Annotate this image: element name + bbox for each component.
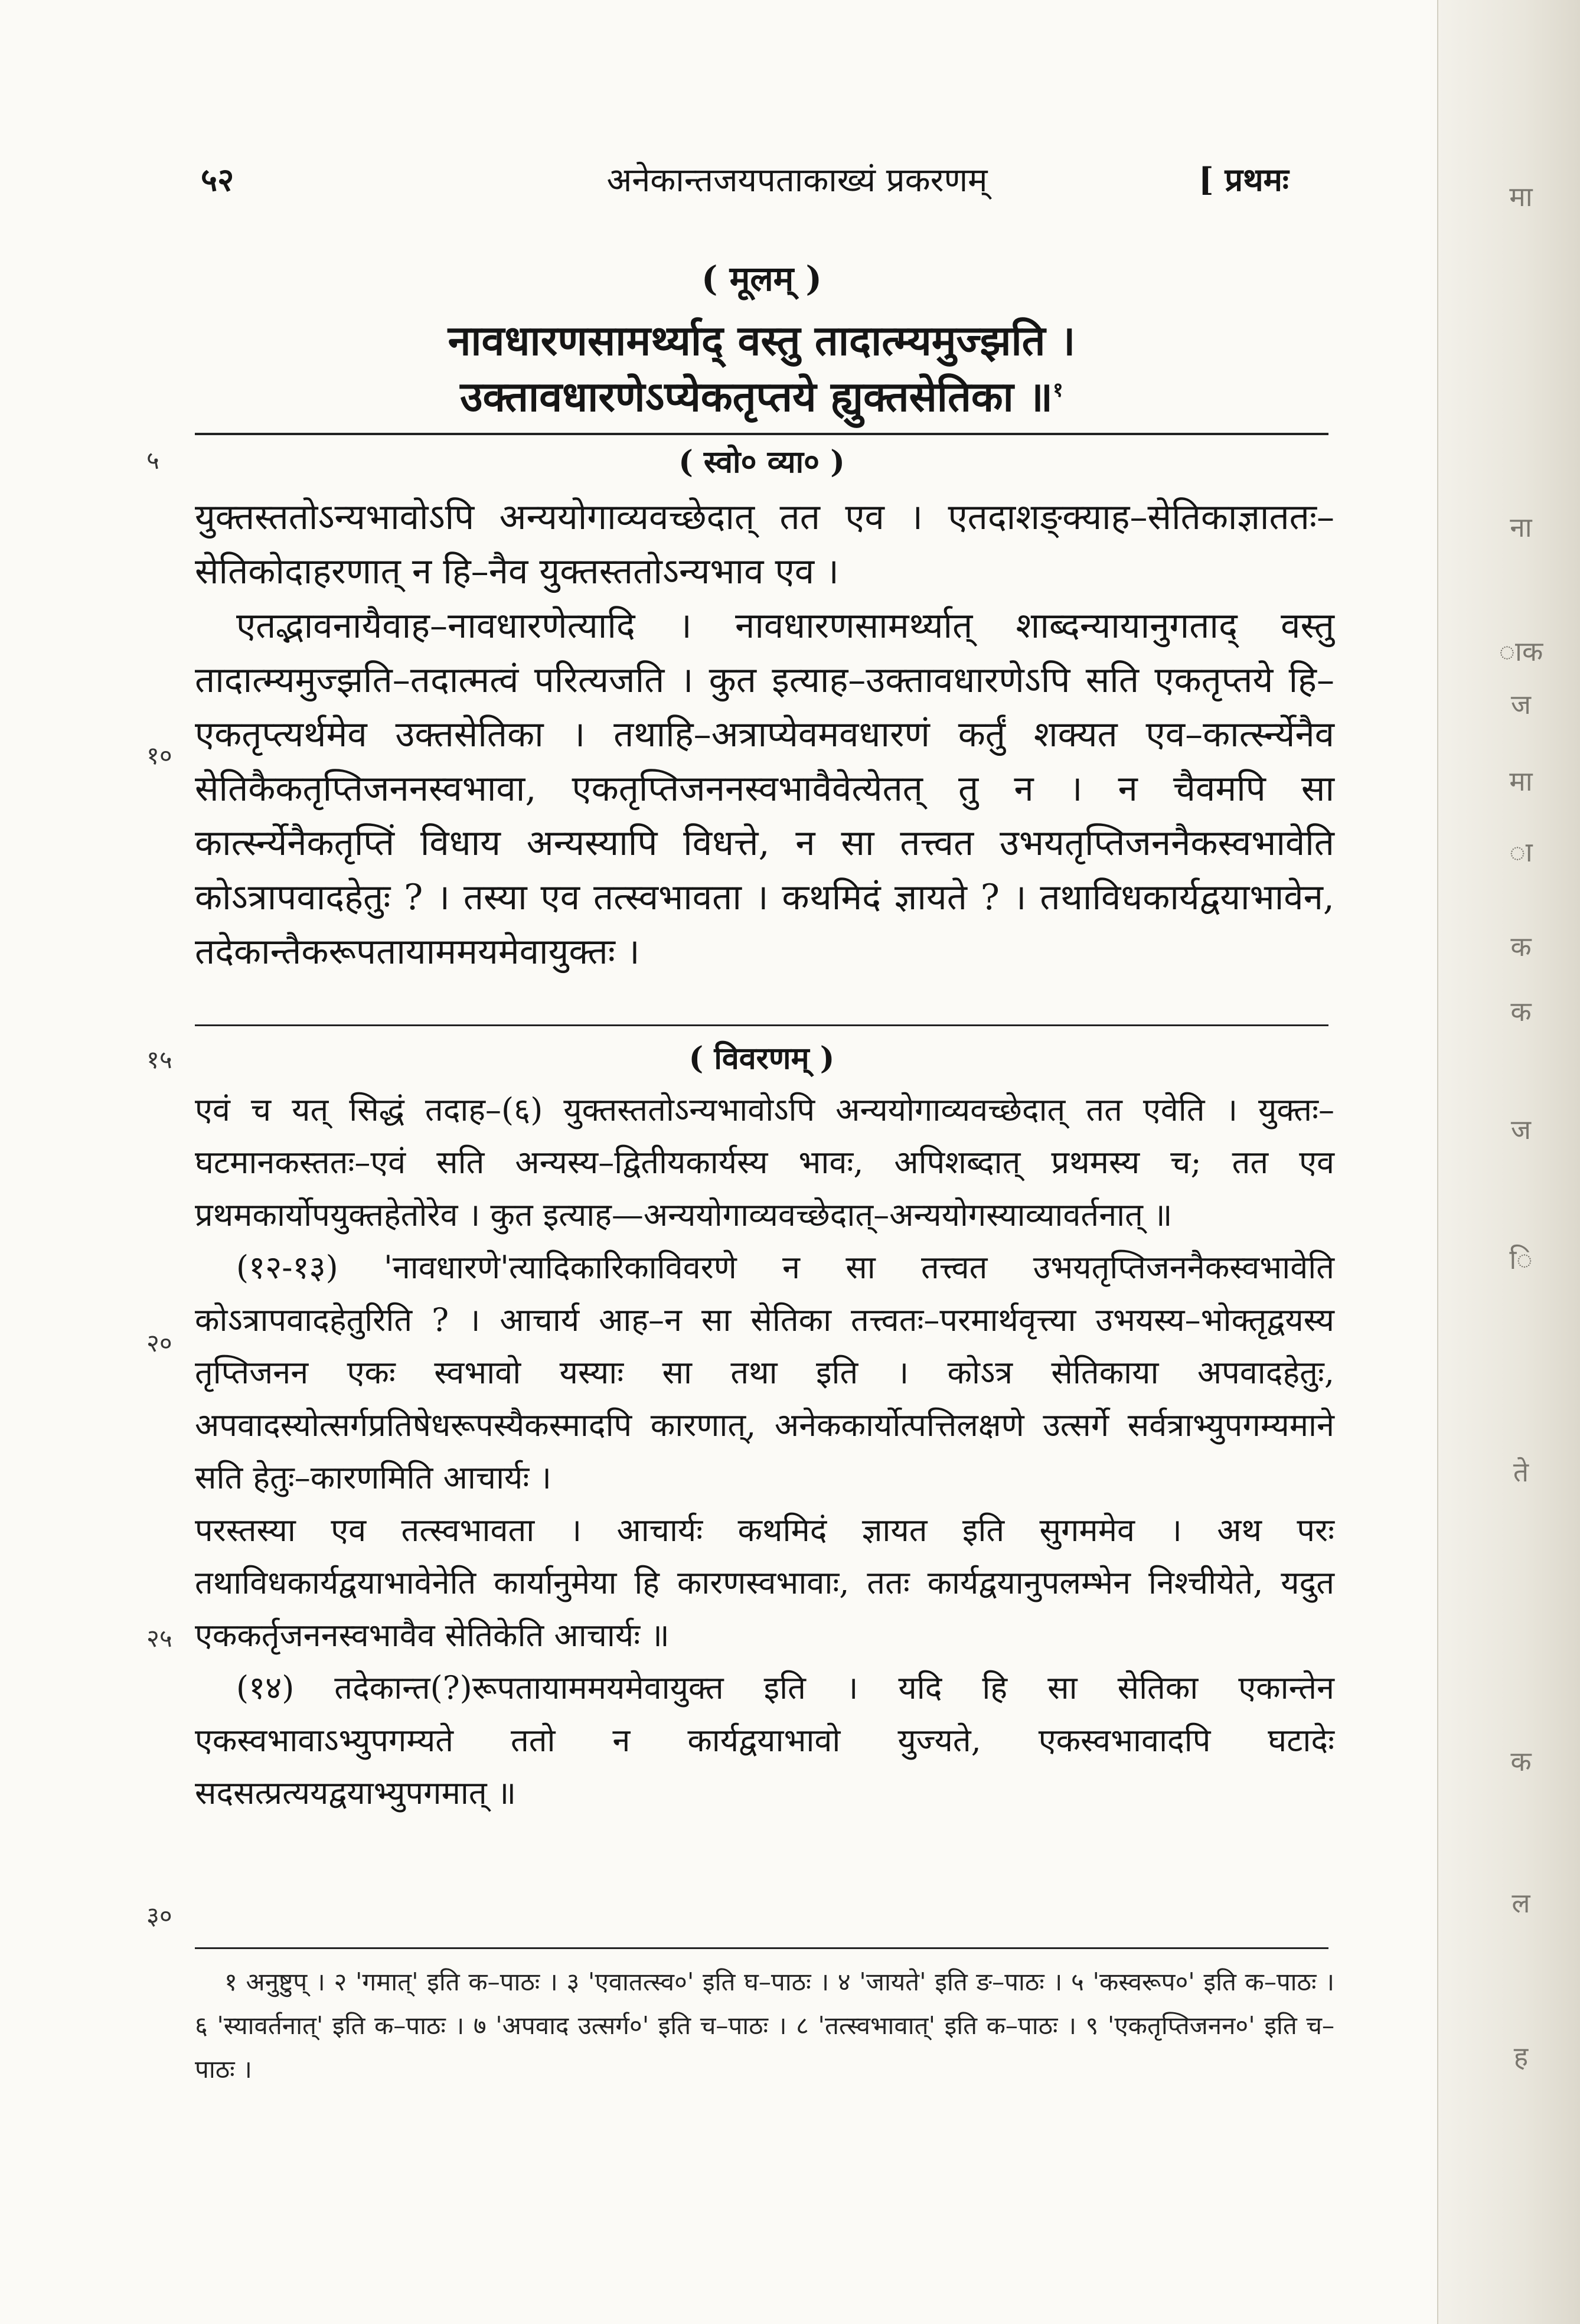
edge-glyph: ज	[1510, 688, 1532, 720]
verse-line-1: नावधारणसामर्थ्याद् वस्तु तादात्म्यमुज्झति ।	[448, 316, 1076, 365]
edge-glyph: मा	[1509, 181, 1533, 213]
edge-glyph: मा	[1509, 765, 1533, 797]
divider-rule	[195, 433, 1328, 435]
edge-glyph: ि	[1509, 1243, 1533, 1275]
line-number: २५	[146, 1624, 172, 1653]
edge-glyph: ा	[1509, 836, 1533, 868]
vivarana-paragraph: (१४) तदेकान्त(?)रूपतायाममयमेवायुक्त इति । यदि हि सा सेतिका एकान्तेन एकस्वभावाऽभ्युपगम्यते ततो न कार्यद्वयाभावो युज्यते, एकस्वभावादपि घटादेः सदसत्प्रत्ययद्वयाभ्युपगमात् ॥	[195, 1669, 1335, 1811]
vivarana-paragraph: (१२-१३) 'नावधारणे'त्यादिकारिकाविवरणे न सा तत्त्वत उभयतृप्तिजननैकस्वभावेति कोऽत्रापवादहेतुरिति ? । आचार्य आह–न सा सेतिका तत्त्वतः–परमार्थवृत्त्या उभयस्य–भोक्तृद्वयस्य तृप्तिजनन एकः स्वभावो यस्याः सा तथा इति । कोऽत्र सेतिकाया अपवादहेतुः, अपवादस्योत्सर्गप्रतिषेधरूपस्यैकस्मादपि कारणात्, अनेककार्योत्पत्तिलक्षणे उत्सर्गे सर्वत्राभ्युपगम्यमाने सति हेतुः–कारणमिति आचार्यः ।	[195, 1249, 1334, 1496]
footnote-rule	[195, 1947, 1328, 1949]
edge-glyph: ल	[1512, 1887, 1530, 1919]
line-number: १५	[146, 1045, 172, 1074]
line-number: ५	[146, 446, 159, 475]
mula-heading: ( मूलम् )	[701, 259, 822, 299]
edge-glyph: ते	[1513, 1456, 1529, 1488]
verse-line-2-text: उक्तावधारणेऽप्येकतृप्तये ह्युक्तसेतिका ॥	[460, 372, 1053, 421]
verse-line-2	[201, 369, 1323, 425]
edge-glyph: ज	[1510, 1114, 1532, 1145]
footnote-text: १ अनुष्टुप् । २ 'गमात्' इति क–पाठः । ३ 'एवातत्स्व०' इति घ–पाठः । ४ 'जायते' इति ङ–पाठः । ५ 'कस्वरूप०' इति क–पाठः । ६ 'स्यावर्तनात्' इति क–पाठः । ७ 'अपवाद उत्सर्ग०' इति च–पाठः । ८ 'तत्स्वभावात्' इति क–पाठः । ९ 'एकतृप्तिजनन०' इति च–पाठः ।	[195, 1967, 1334, 2084]
svopajna-commentary	[195, 490, 1334, 979]
running-title: अनेकान्तजयपताकाख्यं प्रकरणम्	[606, 161, 988, 200]
line-number: १०	[146, 741, 172, 770]
vivarana-heading: ( विवरणम् )	[688, 1040, 835, 1076]
edge-glyph: ह	[1513, 2041, 1529, 2072]
svopajna-heading: ( स्वो० व्या० )	[678, 444, 845, 480]
divider-rule	[195, 1024, 1328, 1026]
verse-footnote-mark: १	[1053, 378, 1063, 402]
edge-glyph: क	[1510, 1745, 1532, 1777]
line-number: २०	[146, 1329, 172, 1357]
edge-glyph: ना	[1510, 511, 1532, 543]
adjacent-page-edge	[1437, 0, 1580, 2324]
section-marker: [ प्रथमः	[1199, 161, 1289, 198]
commentary-paragraph: एतद्भावनायैवाह–नावधारणेत्यादि । नावधारणसामर्थ्यात् शाब्दन्यायानुगताद् वस्तु तादात्म्यमुज्झति–तदात्मत्वं परित्यजति । कुत इत्याह–उक्तावधारणेऽपि सति एकतृप्तये हि–एकतृप्त्यर्थमेव उक्तसेतिका । तथाहि–अत्राप्येवमवधारणं कर्तुं शक्यत एव–कार्त्स्न्येनैव सेतिकैकतृप्तिजननस्वभावा, एकतृप्तिजननस्वभावैवेत्येतत् तु न । न चैवमपि सा कार्त्स्न्येनैकतृप्तिं विधाय अन्यस्यापि विधत्ते, न सा तत्त्वत उभयतृप्तिजननैकस्वभावेति कोऽत्रापवादहेतुः ? । तस्या एव तत्स्वभावता । कथमिदं ज्ञायते ? । तथाविधकार्यद्वयाभावेन, तदेकान्तैकरूपतायाममयमेवायुक्तः ।	[195, 605, 1334, 972]
page-number: ५२	[201, 161, 234, 198]
line-number: ३०	[146, 1901, 172, 1930]
vivarana-paragraph: परस्तस्या एव तत्स्वभावता । आचार्यः कथमिदं ज्ञायत इति सुगममेव । अथ परः तथाविधकार्यद्वयाभावेनेति कार्यानुमेया हि कारणस्वभावाः, ततः कार्यद्वयानुपलम्भेन निश्चीयेते, यदुत एककर्तृजननस्वभावैव सेतिकेति आचार्यः ॥	[195, 1512, 1334, 1654]
vivarana-commentary	[195, 1083, 1334, 1819]
edge-glyph: क	[1510, 931, 1532, 962]
footnotes	[195, 1960, 1334, 2091]
commentary-paragraph: युक्तस्ततोऽन्यभावोऽपि अन्ययोगाव्यवच्छेदात् तत एव । एतदाशङ्क्याह–सेतिकाज्ञाततः–सेतिकोदाहरणात् न हि–नैव युक्तस्ततोऽन्यभाव एव ।	[195, 497, 1334, 592]
vivarana-paragraph: एवं च यत् सिद्धं तदाह–(६) युक्तस्ततोऽन्यभावोऽपि अन्ययोगाव्यवच्छेदात् तत एवेति । युक्तः–घटमानकस्ततः–एवं सति अन्यस्य–द्वितीयकार्यस्य भावः, अपिशब्दात् प्रथमस्य च; तत एव प्रथमकार्योपयुक्तहेतोरेव । कुत इत्याह—अन्ययोगाव्यवच्छेदात्–अन्ययोगस्याव्यावर्तनात् ॥	[195, 1091, 1334, 1233]
edge-glyph: ाक	[1499, 635, 1543, 667]
edge-glyph: क	[1510, 995, 1532, 1027]
